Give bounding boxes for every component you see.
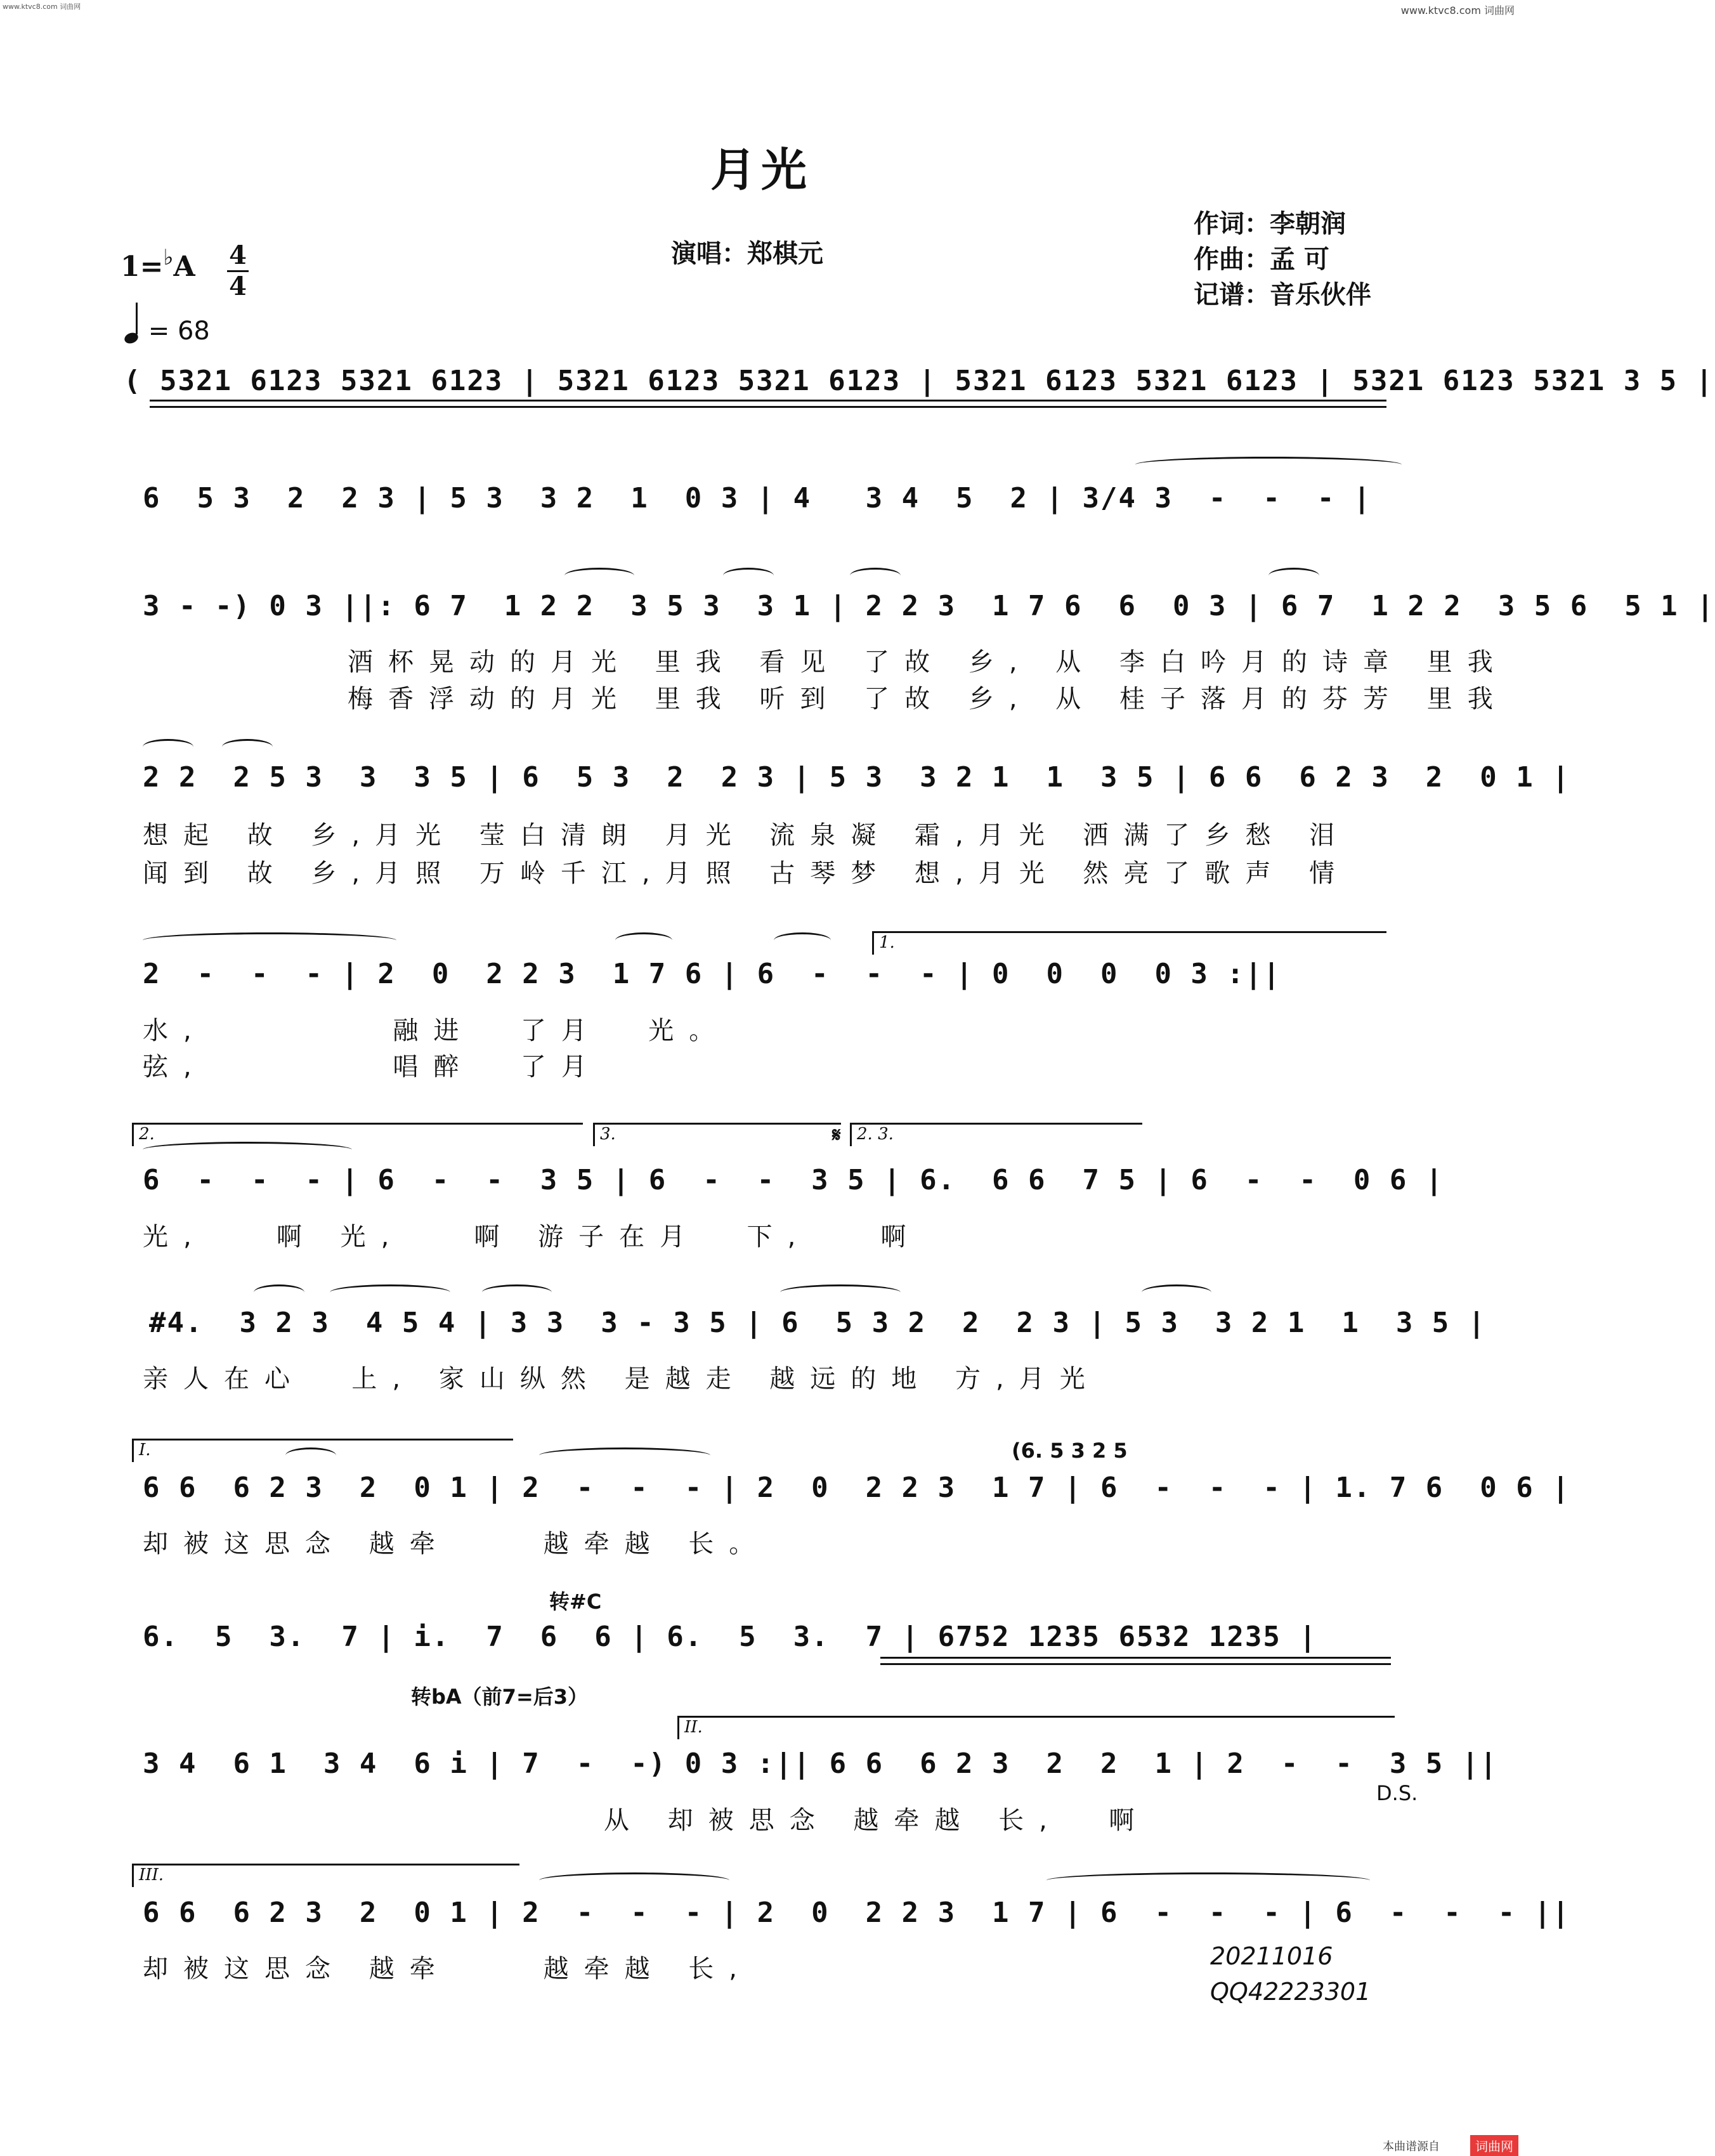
lyrics-row-3-verse-2: 梅香浮动的月光 里我 听到 了故 乡, 从 桂子落月的芬芳 里我 (348, 684, 1508, 714)
lyrics-row-5-verse-2: 弦, 唱醉 了月 (143, 1052, 602, 1081)
volta-2-3: 2. 3. (850, 1123, 1142, 1146)
lyrics-row-4-verse-1: 想起 故 乡,月光 莹白清朗 月光 流泉凝 霜,月光 洒满了乡愁 泪 (143, 821, 1350, 850)
tempo-marking: = 68 (124, 308, 210, 346)
volta-II: II. (677, 1716, 1395, 1739)
notation-by: 记谱：音乐伙伴 (1194, 280, 1371, 310)
volta-I: I. (132, 1439, 513, 1462)
lyrics-row-5-verse-1: 水, 融进 了月 光。 (143, 1016, 730, 1045)
footer-source: 本曲谱源自 (1383, 2140, 1440, 2153)
signature-qq: QQ42223301 (1210, 1978, 1371, 2006)
lyrics-row-10: 从 却被思念 越牵越 长, 啊 (604, 1806, 1150, 1835)
score-row-3: 3 - -) 0 3 ||: 6 7 1 2 2 3 5 3 3 1 | 2 2 3 1 7 6 6 0 3 | 6 7 1 2 2 3 5 6 5 1 | (143, 590, 1715, 622)
lyrics-row-7: 亲人在心 上, 家山纵然 是越走 越远的地 方,月光 (143, 1364, 1100, 1394)
modulation-back: 转bA（前7=后3） (411, 1685, 589, 1709)
score-row-10: 3 4 6 1 3 4 6 i | 7 - -) 0 3 :|| 6 6 6 2 3 2 2 1 | 2 - - 3 5 || (143, 1748, 1498, 1780)
score-row-4: 2 2 2 5 3 3 3 5 | 6 5 3 2 2 3 | 5 3 3 2 1 1 3 5 | 6 6 6 2 3 2 0 1 | (143, 761, 1570, 794)
song-title: 月光 (710, 143, 812, 197)
lyrics-row-11: 却被这思念 越牵 越牵越 长, (143, 1954, 753, 1983)
volta-1: 1. (872, 931, 1386, 955)
modulation-up: 转#C (549, 1590, 602, 1614)
volta-2: 2. (132, 1123, 583, 1146)
lyrics-row-4-verse-2: 闻到 故 乡,月照 万岭千江,月照 古琴梦 想,月光 然亮了歌声 情 (143, 859, 1350, 888)
volta-III: III. (132, 1864, 519, 1887)
lyrics-row-3-verse-1: 酒杯晃动的月光 里我 看见 了故 乡, 从 李白吟月的诗章 里我 (348, 648, 1508, 677)
lyrics-row-8: 却被这思念 越牵 越牵越 长。 (143, 1529, 770, 1558)
site-watermark-left: www.ktvc8.com 词曲网 (3, 3, 81, 11)
score-row-5: 2 - - - | 2 0 2 2 3 1 7 6 | 6 - - - | 0 0 0 0 3 :|| (143, 958, 1281, 990)
score-row-1: ( 5321 6123 5321 6123 | 5321 6123 5321 6123 | 5321 6123 5321 6123 | 5321 6123 5321 3 5 | (124, 365, 1714, 397)
time-signature: 4 4 (227, 241, 249, 301)
footer-logo: 词曲网 (1470, 2135, 1518, 2156)
site-watermark-right: www.ktvc8.com 词曲网 (1400, 4, 1515, 16)
score-row-6: 6 - - - | 6 - - 3 5 | 6 - - 3 5 | 6. 6 6 7 5 | 6 - - 0 6 | (143, 1164, 1444, 1196)
dal-segno: D.S. (1376, 1781, 1418, 1805)
score-row-8: 6 6 6 2 3 2 0 1 | 2 - - - | 2 0 2 2 3 1 7 | 6 - - - | 1. 7 6 0 6 | (143, 1472, 1570, 1504)
lyrics-row-6: 光, 啊 光, 啊 游子在月 下, 啊 (143, 1222, 922, 1251)
key-signature: 1=♭A (121, 245, 195, 283)
score-row-7: #4. 3 2 3 4 5 4 | 3 3 3 - 3 5 | 6 5 3 2 2 2 3 | 5 3 3 2 1 1 3 5 | (149, 1307, 1487, 1339)
score-row-11: 6 6 6 2 3 2 0 1 | 2 - - - | 2 0 2 2 3 1 7 | 6 - - - | 6 - - - || (143, 1897, 1570, 1929)
composer: 作曲：孟 可 (1194, 245, 1329, 274)
credits (1194, 206, 1371, 313)
alternate-notes: (6. 5 3 2 5 (1012, 1439, 1128, 1463)
volta-3: 3. (593, 1123, 841, 1146)
segno-icon: 𝄋 (832, 1123, 841, 1147)
score-row-9: 6. 5 3. 7 | i. 7 6 6 | 6. 5 3. 7 | 6752 1235 6532 1235 | (143, 1621, 1317, 1653)
lyricist: 作词：李朝润 (1194, 209, 1346, 238)
signature-date: 20211016 (1210, 1942, 1333, 1970)
singer: 演唱：郑棋元 (671, 239, 823, 268)
score-row-2: 6 5 3 2 2 3 | 5 3 3 2 1 0 3 | 4 3 4 5 2 | 3/4 3 - - - | (143, 482, 1372, 514)
